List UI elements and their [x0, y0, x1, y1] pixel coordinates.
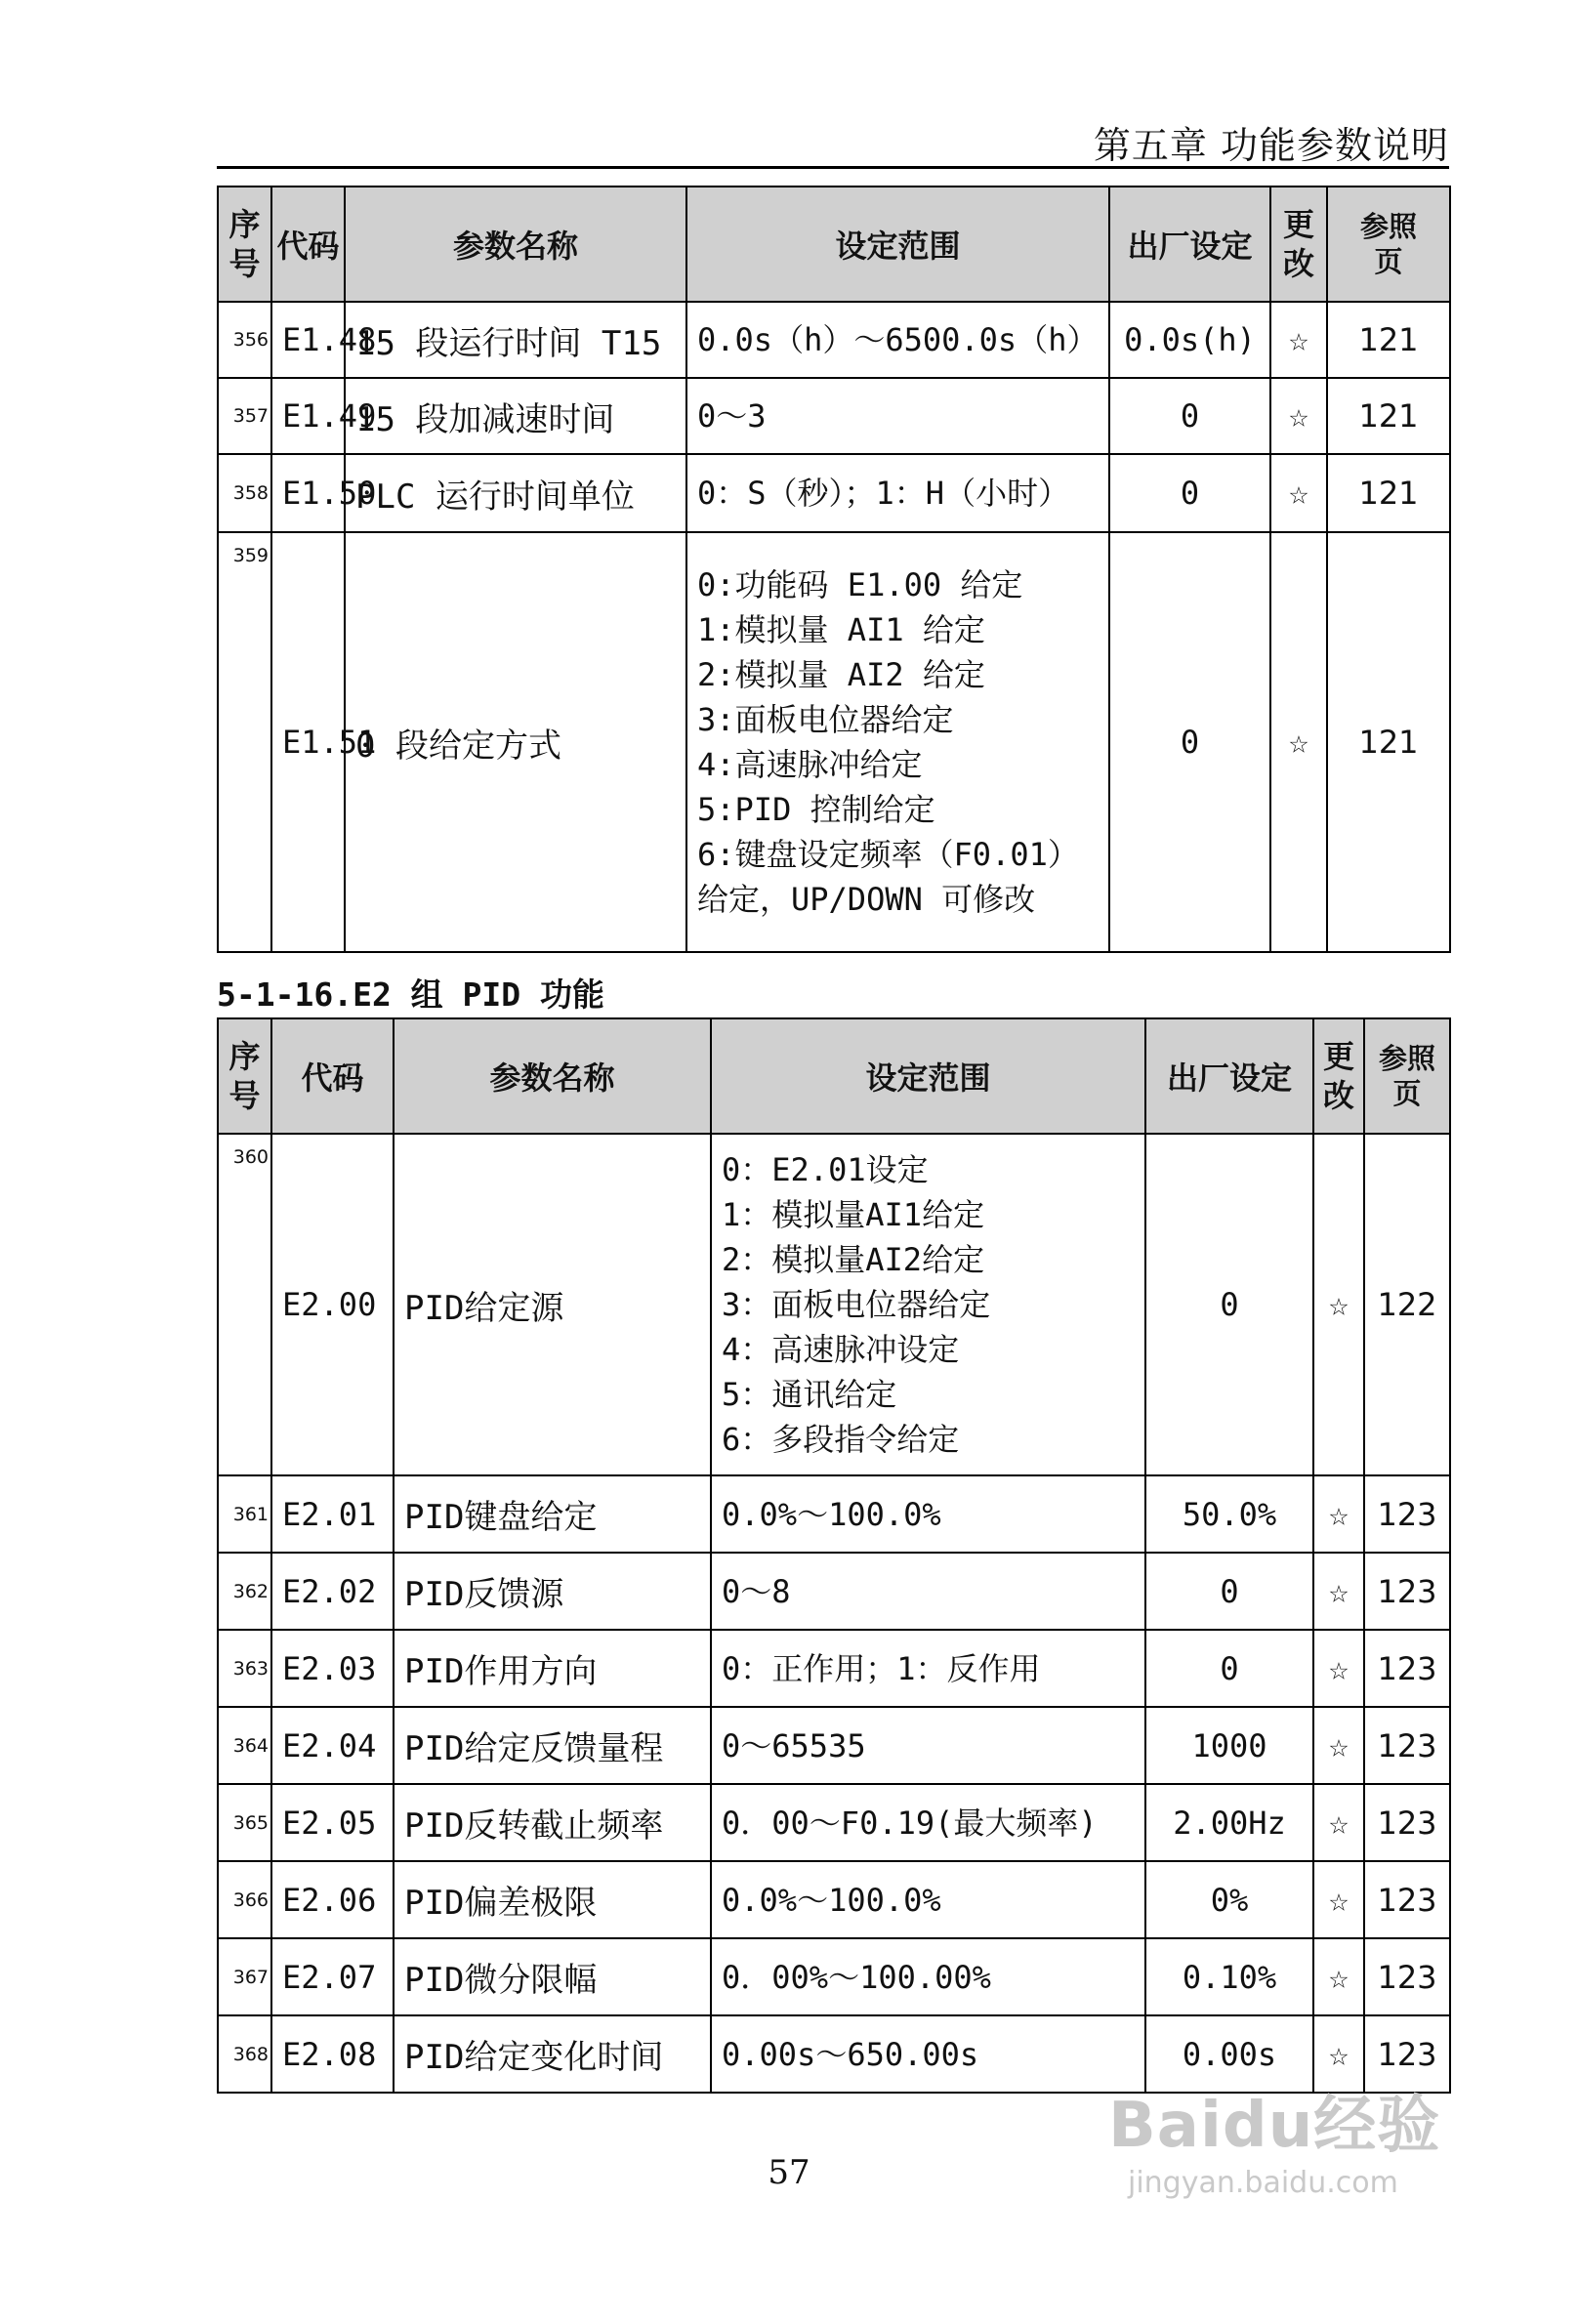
- param-change-star: ☆: [1270, 378, 1327, 454]
- col-header-no: 序 号: [218, 187, 271, 302]
- col-header-change: 更 改: [1270, 187, 1327, 302]
- range-line: 6：多段指令给定: [722, 1421, 960, 1458]
- param-ref-page: 121: [1327, 378, 1450, 454]
- param-code: E2.00: [271, 1134, 394, 1475]
- param-default: 0.00s: [1145, 2015, 1313, 2093]
- table-row: [218, 1938, 1450, 2015]
- range-line: 2：模拟量AI2给定: [722, 1241, 985, 1278]
- param-code: E1.49: [271, 378, 345, 454]
- param-change-star: ☆: [1313, 1707, 1364, 1784]
- param-code: E1.51: [271, 532, 345, 952]
- param-range: [711, 1475, 1145, 1553]
- watermark-url: jingyan.baidu.com: [1128, 2166, 1398, 2200]
- range-line: 0：正作用；1：反作用: [722, 1649, 1041, 1687]
- col-header-default: 出厂设定: [1109, 187, 1270, 302]
- param-code: E2.03: [271, 1630, 394, 1707]
- param-default: 2.00Hz: [1145, 1784, 1313, 1861]
- range-line: 6:键盘设定频率（F0.01）: [697, 836, 1079, 873]
- range-line: 0.0%～100.0%: [722, 1495, 941, 1533]
- col-header-default: 出厂设定: [1145, 1018, 1313, 1134]
- range-line: 0～3: [697, 397, 767, 435]
- param-name: PID给定源: [394, 1134, 711, 1475]
- param-change-star: ☆: [1313, 1134, 1364, 1475]
- col-header-range: 设定范围: [711, 1018, 1145, 1134]
- range-line: 2:模拟量 AI2 给定: [697, 656, 985, 693]
- param-default: 50.0%: [1145, 1475, 1313, 1553]
- table-row: [218, 454, 1450, 532]
- param-number: 364: [218, 1707, 271, 1784]
- param-code: E2.06: [271, 1861, 394, 1938]
- param-ref-page: 123: [1364, 1938, 1450, 2015]
- range-line: 0.0s（h）～6500.0s（h）: [697, 321, 1099, 358]
- param-name: 15 段加减速时间: [345, 378, 686, 454]
- table-header-row: [218, 1018, 1450, 1134]
- param-code: E2.08: [271, 2015, 394, 2093]
- param-range: [711, 2015, 1145, 2093]
- param-name: PID给定变化时间: [394, 2015, 711, 2093]
- param-name: 15 段运行时间 T15: [345, 302, 686, 378]
- param-change-star: ☆: [1313, 1630, 1364, 1707]
- param-default: 0.10%: [1145, 1938, 1313, 2015]
- param-change-star: ☆: [1313, 1475, 1364, 1553]
- param-number: 359: [218, 532, 271, 952]
- param-default: 0%: [1145, 1861, 1313, 1938]
- param-ref-page: 121: [1327, 454, 1450, 532]
- range-line: 0．00%～100.00%: [722, 1958, 991, 1996]
- param-number: 368: [218, 2015, 271, 2093]
- range-line: 1：模拟量AI1给定: [722, 1196, 985, 1233]
- baidu-jingyan-watermark: Baidu经验: [1108, 2090, 1441, 2162]
- range-line: 0：E2.01设定: [722, 1151, 929, 1188]
- param-number: 362: [218, 1553, 271, 1630]
- range-line: 3:面板电位器给定: [697, 701, 954, 738]
- param-change-star: ☆: [1313, 2015, 1364, 2093]
- param-range: [711, 1938, 1145, 2015]
- param-code: E2.05: [271, 1784, 394, 1861]
- range-line: 0：S（秒）；1：H（小时）: [697, 475, 1070, 512]
- col-header-name: 参数名称: [394, 1018, 711, 1134]
- param-ref-page: 123: [1364, 1630, 1450, 1707]
- param-change-star: ☆: [1313, 1938, 1364, 2015]
- param-default: 0: [1109, 378, 1270, 454]
- param-default: 0: [1109, 532, 1270, 952]
- table-row: [218, 1784, 1450, 1861]
- range-line: 3：面板电位器给定: [722, 1286, 991, 1323]
- table-row: [218, 1861, 1450, 1938]
- param-change-star: ☆: [1313, 1861, 1364, 1938]
- range-line: 4:高速脉冲给定: [697, 746, 923, 783]
- param-name: PID反转截止频率: [394, 1784, 711, 1861]
- param-range: [711, 1861, 1145, 1938]
- param-range: [711, 1630, 1145, 1707]
- table-row: [218, 302, 1450, 378]
- param-change-star: ☆: [1270, 302, 1327, 378]
- param-default: 0: [1145, 1134, 1313, 1475]
- param-number: 360: [218, 1134, 271, 1475]
- param-ref-page: 123: [1364, 1784, 1450, 1861]
- param-change-star: ☆: [1270, 454, 1327, 532]
- param-range: [711, 1553, 1145, 1630]
- table-row: [218, 378, 1450, 454]
- col-header-range: 设定范围: [686, 187, 1109, 302]
- section-title: 5-1-16.E2 组 PID 功能: [217, 975, 605, 1014]
- param-ref-page: 123: [1364, 1861, 1450, 1938]
- param-name: 0 段给定方式: [345, 532, 686, 952]
- col-header-code: 代码: [271, 1018, 394, 1134]
- col-header-code: 代码: [271, 187, 345, 302]
- range-line: 0:功能码 E1.00 给定: [697, 566, 1023, 603]
- param-number: 361: [218, 1475, 271, 1553]
- param-number: 365: [218, 1784, 271, 1861]
- param-ref-page: 123: [1364, 2015, 1450, 2093]
- param-range: [686, 532, 1109, 952]
- param-default: 1000: [1145, 1707, 1313, 1784]
- param-number: 366: [218, 1861, 271, 1938]
- param-change-star: ☆: [1313, 1553, 1364, 1630]
- param-ref-page: 122: [1364, 1134, 1450, 1475]
- param-default: 0: [1145, 1553, 1313, 1630]
- range-line: 1:模拟量 AI1 给定: [697, 611, 985, 648]
- param-code: E2.07: [271, 1938, 394, 2015]
- param-ref-page: 121: [1327, 532, 1450, 952]
- param-ref-page: 121: [1327, 302, 1450, 378]
- range-line: 4：高速脉冲设定: [722, 1331, 960, 1368]
- range-line: 0～8: [722, 1572, 791, 1610]
- col-header-change: 更 改: [1313, 1018, 1364, 1134]
- param-code: E1.50: [271, 454, 345, 532]
- col-header-ref: 参照 页: [1327, 187, 1450, 302]
- param-number: 363: [218, 1630, 271, 1707]
- param-range: [711, 1784, 1145, 1861]
- range-line: 5:PID 控制给定: [697, 791, 935, 828]
- param-code: E2.02: [271, 1553, 394, 1630]
- range-line: 给定，UP/DOWN 可修改: [697, 881, 1036, 918]
- param-change-star: ☆: [1270, 532, 1327, 952]
- range-line: 5：通讯给定: [722, 1376, 897, 1413]
- param-default: 0.0s(h): [1109, 302, 1270, 378]
- param-ref-page: 123: [1364, 1475, 1450, 1553]
- table-row: [218, 1134, 1450, 1475]
- table-row: [218, 532, 1450, 952]
- range-line: 0．00～F0.19(最大频率): [722, 1804, 1098, 1842]
- param-name: PID偏差极限: [394, 1861, 711, 1938]
- table-header-row: [218, 187, 1450, 302]
- param-name: PID给定反馈量程: [394, 1707, 711, 1784]
- range-line: 0～65535: [722, 1726, 866, 1764]
- param-number: 357: [218, 378, 271, 454]
- param-code: E2.04: [271, 1707, 394, 1784]
- param-name: PID微分限幅: [394, 1938, 711, 2015]
- param-range: [686, 378, 1109, 454]
- parameter-table-e2: [217, 1017, 1451, 2094]
- col-header-no: 序 号: [218, 1018, 271, 1134]
- param-ref-page: 123: [1364, 1553, 1450, 1630]
- parameter-table-e1: [217, 186, 1451, 953]
- table-row: [218, 1707, 1450, 1784]
- range-line: 0.00s～650.00s: [722, 2035, 979, 2073]
- table-row: [218, 1475, 1450, 1553]
- param-default: 0: [1145, 1630, 1313, 1707]
- param-range: [686, 454, 1109, 532]
- chapter-title: 第五章 功能参数说明: [1093, 124, 1449, 167]
- page-number: 57: [768, 2153, 810, 2192]
- param-range: [711, 1707, 1145, 1784]
- param-code: E1.48: [271, 302, 345, 378]
- param-code: E2.01: [271, 1475, 394, 1553]
- param-number: 358: [218, 454, 271, 532]
- param-name: PID作用方向: [394, 1630, 711, 1707]
- col-header-ref: 参照 页: [1364, 1018, 1450, 1134]
- param-name: PID键盘给定: [394, 1475, 711, 1553]
- param-ref-page: 123: [1364, 1707, 1450, 1784]
- param-number: 356: [218, 302, 271, 378]
- param-name: PLC 运行时间单位: [345, 454, 686, 532]
- param-default: 0: [1109, 454, 1270, 532]
- table-row: [218, 1553, 1450, 1630]
- param-range: [686, 302, 1109, 378]
- param-range: [711, 1134, 1145, 1475]
- page-header: [217, 115, 1449, 169]
- table-row: [218, 1630, 1450, 1707]
- col-header-name: 参数名称: [345, 187, 686, 302]
- param-number: 367: [218, 1938, 271, 2015]
- param-name: PID反馈源: [394, 1553, 711, 1630]
- range-line: 0.0%～100.0%: [722, 1881, 941, 1919]
- param-change-star: ☆: [1313, 1784, 1364, 1861]
